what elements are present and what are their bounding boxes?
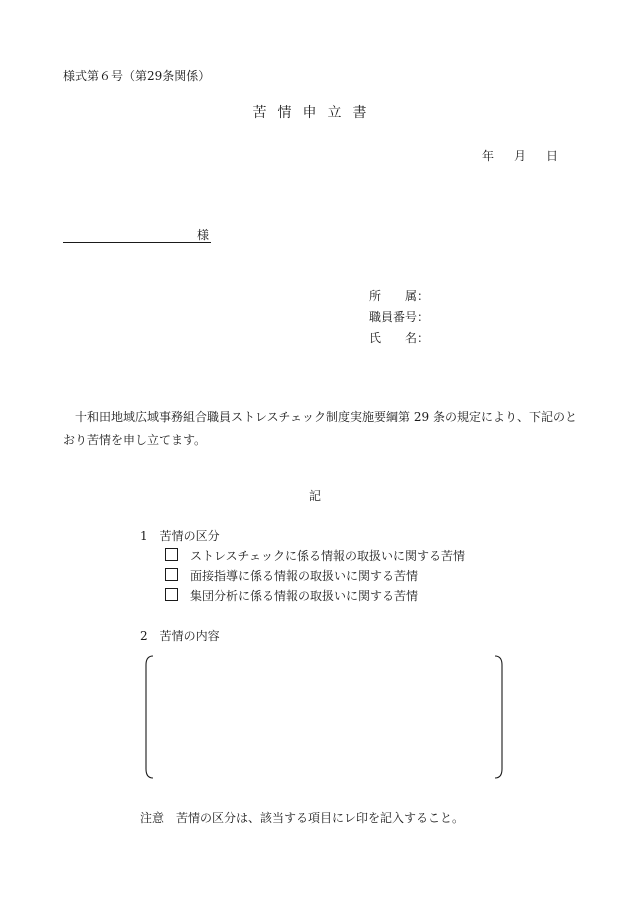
checkbox-icon[interactable] — [165, 588, 178, 601]
affiliation-field[interactable] — [369, 288, 430, 309]
section1-heading: 1 苦情の区分 — [140, 529, 220, 543]
content-bracket-right — [493, 655, 505, 779]
name-field[interactable] — [369, 330, 430, 351]
staff-number-label: 職員番号： — [369, 310, 430, 324]
applicant-info — [369, 288, 430, 351]
date-year-label: 年 — [482, 149, 495, 163]
checkbox-icon[interactable] — [165, 568, 178, 581]
checkbox-icon[interactable] — [165, 548, 178, 561]
option-label: 面接指導に係る情報の取扱いに関する苦情 — [190, 569, 419, 583]
affiliation-label: 所 属： — [369, 289, 430, 303]
ki-heading: 記 — [308, 489, 321, 503]
recipient-honorific: 様 — [197, 228, 210, 242]
date-day-label: 日 — [546, 149, 559, 163]
name-label: 氏 名： — [369, 331, 430, 345]
staff-number-field[interactable] — [369, 309, 430, 330]
section2-heading: 2 苦情の内容 — [140, 629, 220, 643]
document-title: 苦情申立書 — [252, 105, 378, 121]
category-option-interview — [165, 568, 465, 588]
form-number: 様式第６号（第29条関係） — [63, 69, 211, 83]
body-paragraph: 十和田地域広域事務組合職員ストレスチェック制度実施要綱第 29 条の規定により、下記のとおり苦情を申し立てます。 — [63, 410, 577, 447]
date-month-label: 月 — [514, 149, 527, 163]
category-option-stress-check — [165, 548, 465, 568]
complaint-category-list — [165, 548, 465, 608]
category-option-group-analysis — [165, 588, 465, 608]
content-bracket-left — [143, 655, 155, 779]
option-label: 集団分析に係る情報の取扱いに関する苦情 — [190, 589, 419, 603]
date-line — [482, 148, 558, 164]
note-text: 注意 苦情の区分は、該当する項目にレ印を記入すること。 — [140, 811, 465, 825]
recipient-blank-line[interactable] — [63, 242, 211, 243]
option-label: ストレスチェックに係る情報の取扱いに関する苦情 — [190, 549, 466, 563]
